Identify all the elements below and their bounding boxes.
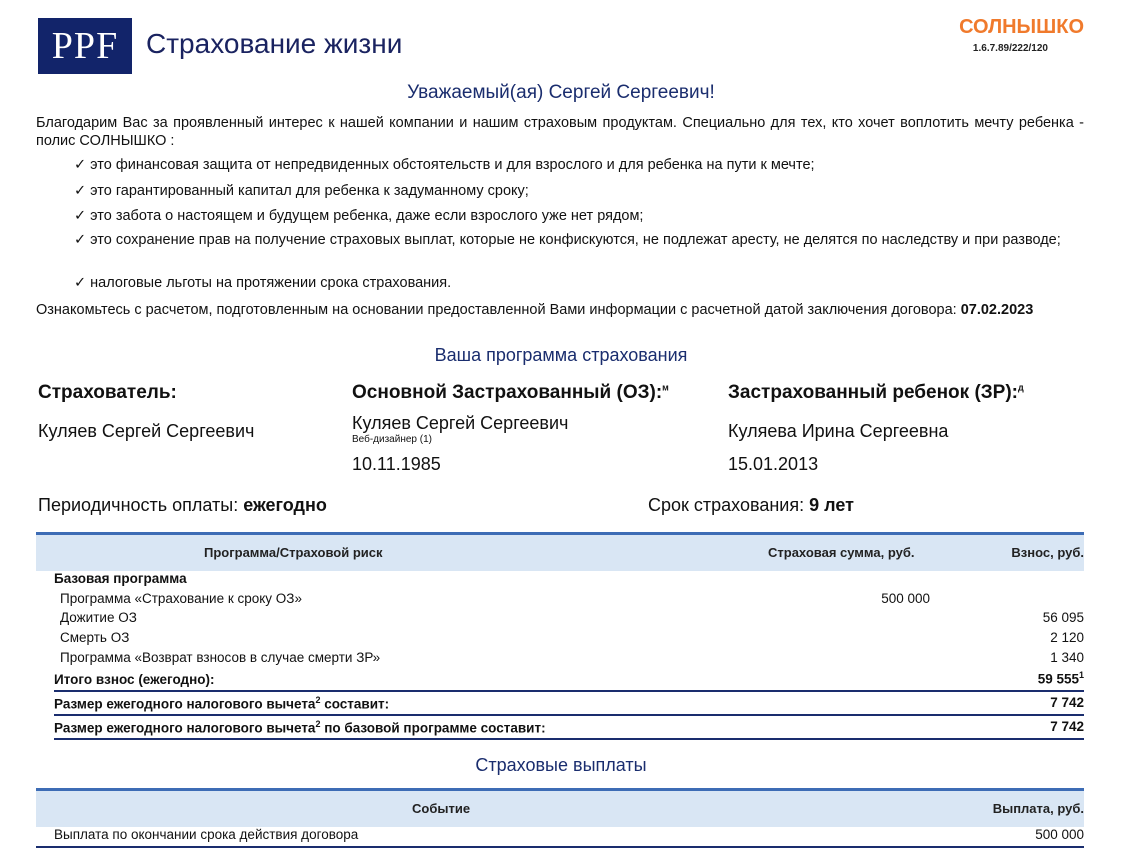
greeting: Уважаемый(ая) Сергей Сергеевич! xyxy=(407,82,715,103)
table-row-name: Программа «Страхование к сроку ОЗ» xyxy=(60,591,302,606)
term-value: 9 лет xyxy=(809,495,854,515)
deduction-base-value: 7 742 xyxy=(1050,719,1084,734)
payouts-section-title: Страховые выплаты xyxy=(475,755,647,775)
benefit-item: ✓ это сохранение прав на получение страховых выплат, которые не конфискуются, не подлежат аресту, не делятся по наследству и при разводе; xyxy=(74,232,1061,248)
term-label: Срок страхования: xyxy=(648,495,805,515)
benefit-item: ✓ налоговые льготы на протяжении срока страхования. xyxy=(74,275,452,291)
deduction-base-footnote: 2 xyxy=(315,719,321,729)
table-row-name: Смерть ОЗ xyxy=(60,630,130,645)
divider xyxy=(54,690,1084,692)
header-sum: Страховая сумма, руб. xyxy=(768,545,915,560)
deduction-value: 7 742 xyxy=(1050,695,1084,710)
product-title: Страхование жизни xyxy=(146,28,403,59)
divider xyxy=(36,846,1084,848)
term xyxy=(648,495,854,516)
header-program: Программа/Страховой риск xyxy=(204,545,383,560)
deduction-base-label-b: по базовой программе составит: xyxy=(320,720,546,736)
divider xyxy=(54,738,1084,740)
child-dob: 15.01.2013 xyxy=(728,454,819,474)
intro-paragraph: Благодарим Вас за проявленный интерес к нашей компании и нашим страховым продуктам. Специально для тех, кто хочет воплотить мечту ребенка - полис СОЛНЫШКО : xyxy=(36,115,1084,149)
child-name: Куляева Ирина Сергеевна xyxy=(728,421,949,441)
main-insured-mark: м xyxy=(662,382,669,393)
calc-paragraph xyxy=(36,301,1084,319)
deduction-base-label-a: Размер ежегодного налогового вычета xyxy=(54,720,316,736)
program-section-title: Ваша программа страхования xyxy=(434,345,688,365)
header-event: Событие xyxy=(412,801,471,816)
divider xyxy=(54,714,1084,716)
total-footnote: 1 xyxy=(1078,670,1084,680)
child-label: Застрахованный ребенок (ЗР): xyxy=(728,382,1019,403)
header-payout: Выплата, руб. xyxy=(992,801,1084,816)
table-row-premium: 1 340 xyxy=(1050,650,1084,665)
base-program-label: Базовая программа xyxy=(54,571,187,586)
table-row-name: Дожитие ОЗ xyxy=(60,610,137,625)
main-insured-dob: 10.11.1985 xyxy=(352,454,441,474)
periodicity xyxy=(38,495,327,516)
table-row-premium: 2 120 xyxy=(1050,630,1084,645)
payouts-table-header xyxy=(36,788,1084,827)
total-amount: 59 555 xyxy=(1037,671,1079,687)
periodicity-label: Периодичность оплаты: xyxy=(38,495,239,515)
deduction-label-a: Размер ежегодного налогового вычета xyxy=(54,696,316,712)
child-mark: д xyxy=(1018,382,1024,393)
ppf-logo: PPF xyxy=(38,18,132,74)
benefit-item: ✓ это финансовая защита от непредвиденных обстоятельств и для взрослого и для ребенка на пути к мечте; xyxy=(74,157,815,173)
brand-name: СОЛНЫШКО xyxy=(959,16,1084,38)
benefit-item: ✓ это гарантированный капитал для ребенка к задуманному сроку; xyxy=(74,183,529,199)
insurer-label: Страхователь: xyxy=(38,382,177,403)
insurer-name: Куляев Сергей Сергеевич xyxy=(38,421,255,441)
table-row-premium: 56 095 xyxy=(1042,610,1084,625)
main-insured-heading xyxy=(352,382,669,404)
main-insured-name: Куляев Сергей Сергеевич xyxy=(352,413,569,433)
deduction-label xyxy=(54,695,389,712)
child-heading xyxy=(728,382,1024,404)
deduction-label-b: составит: xyxy=(320,696,390,712)
deduction-footnote: 2 xyxy=(315,695,321,705)
benefit-item: ✓ это забота о настоящем и будущем ребенка, даже если взрослого уже нет рядом; xyxy=(74,208,644,224)
total-label: Итого взнос (ежегодно): xyxy=(54,672,215,687)
calc-date: 07.02.2023 xyxy=(960,302,1034,318)
payout-row-amount: 500 000 xyxy=(1035,827,1084,842)
main-insured-label: Основной Застрахованный (ОЗ): xyxy=(352,382,663,403)
table-row-name: Программа «Возврат взносов в случае смерти ЗР» xyxy=(60,650,381,665)
document-code: 1.6.7.89/222/120 xyxy=(972,43,1048,54)
table-row-sum: 500 000 xyxy=(881,591,930,606)
periodicity-value: ежегодно xyxy=(243,495,327,515)
main-insured-job: Веб-дизайнер (1) xyxy=(352,434,432,445)
calc-text: Ознакомьтесь с расчетом, подготовленным на основании предоставленной Вами информации с расчетной датой заключения договора: xyxy=(36,302,957,318)
payout-row-event: Выплата по окончании срока действия договора xyxy=(54,827,359,842)
header-premium: Взнос, руб. xyxy=(1011,545,1084,560)
total-value xyxy=(954,670,1084,687)
risk-table-header xyxy=(36,532,1084,571)
deduction-base-label xyxy=(54,719,546,736)
